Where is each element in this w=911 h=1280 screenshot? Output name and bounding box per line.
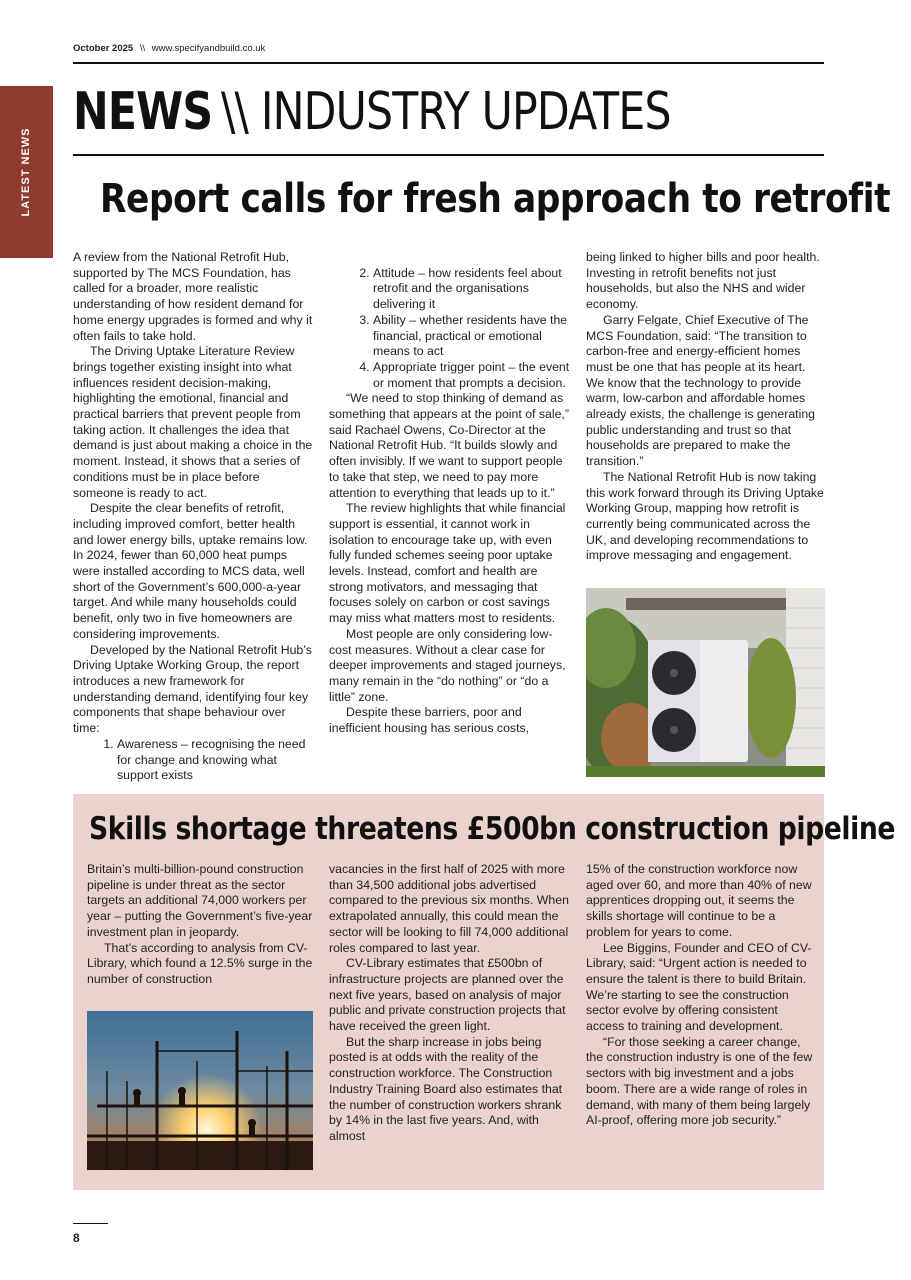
article-1-paragraph: The Driving Uptake Literature Review brings together existing insight into what influences resident decision-making, highlighting the emotional, financial and practical barriers that prevent people from taking action. It challenges the idea that demand is just about making a choice in the moment. Instead, it shows that a series of conditions must be in place before someone is ready to act. — [73, 344, 313, 500]
article-1-paragraph: “We need to stop thinking of demand as something that appears at the point of sale,” said Rachael Owens, Co-Director at the National Retrofit Hub. “It builds slowly and often invisibly. If we want to support people to take that step, we need to pay more attention to everything that leads up to it.” — [329, 391, 569, 500]
article-1-paragraph: Garry Felgate, Chief Executive of The MCS Foundation, said: “The transition to carbon-free and energy-efficient homes must be one that has people at its heart. We know that the technology to provide warm, low-carbon and affordable homes already exists, the challenge is generating public understanding and trust so that households are prepared to make the transition.” — [586, 312, 815, 469]
article-2-paragraph: vacancies in the first half of 2025 with more than 34,500 additional jobs advertised compared to the previous six months. When extrapolated annually, this could mean the sector will be looking to fill 74,000 additional roles compared to last year. — [329, 862, 569, 955]
latest-news-tab — [0, 86, 53, 258]
framework-list-continued — [329, 266, 571, 392]
heat-pump-photo — [586, 588, 825, 777]
article-1-paragraph: A review from the National Retrofit Hub, supported by The MCS Foundation, has called for a broader, more realistic understanding of how resident demand for home energy upgrades is formed and why it often fails to take hold. — [73, 250, 313, 343]
article-2-paragraph: Lee Biggins, Founder and CEO of CV-Library, said: “Urgent action is needed to ensure the talent is there to build Britain. We’re starting to see the construction sector evolve by offering consistent access to training and development. — [586, 940, 812, 1034]
article-2-headline: Skills shortage threatens £500bn construction pipeline — [89, 811, 896, 847]
article-2-column-3 — [586, 862, 814, 1129]
header-bar — [73, 43, 265, 54]
construction-illustration — [87, 1011, 313, 1170]
page-number: 8 — [73, 1231, 80, 1245]
article-2-paragraph: That’s according to analysis from CV-Library, which found a 12.5% surge in the number of construction — [87, 940, 313, 986]
section-title-rest: \\ INDUSTRY UPDATES — [220, 82, 671, 142]
issue-date: October 2025 — [73, 43, 134, 54]
header-separator: \\ — [139, 43, 146, 54]
article-2-paragraph: 15% of the construction workforce now aged over 60, and more than 40% of new apprentices dropping out, it seems the skills shortage will continue to be a problem for years to come. — [586, 862, 812, 939]
article-1-column-3 — [586, 250, 826, 564]
article-1-paragraph: Despite the clear benefits of retrofit, including improved comfort, better health and lower energy bills, uptake remains low. In 2024, fewer than 60,000 heat pumps were installed according to MCS data, well short of the Government’s 600,000-a-year target. And while many households could benefit, only two in five homeowners are considering improvements. — [73, 501, 308, 641]
header-rule — [73, 62, 824, 64]
article-1-paragraph: Most people are only considering low-cost measures. Without a clear case for deeper improvements and staged journeys, many remain in the “do nothing” or “do a little” zone. — [329, 626, 566, 704]
section-rule — [73, 154, 824, 156]
article-1-paragraph: being linked to higher bills and poor health. Investing in retrofit benefits not just households, but also the NHS and wider economy. — [586, 250, 820, 312]
article-1-headline: Report calls for fresh approach to retrofit — [100, 176, 891, 222]
article-1-paragraph: The National Retrofit Hub is now taking this work forward through its Driving Uptake Working Group, mapping how retrofit is currently being communicated across the UK, and developing recommendations to improve messaging and engagement. — [586, 469, 824, 563]
article-1-paragraph: Despite these barriers, poor and inefficient housing has serious costs, — [329, 705, 530, 736]
list-item: 1. Awareness – recognising the need for change and knowing what support exists — [117, 737, 313, 784]
article-1-column-2 — [329, 250, 571, 737]
construction-sunset-photo — [87, 1011, 313, 1170]
list-item: 3. Ability – whether residents have the financial, practical or emotional means to act — [373, 313, 571, 360]
article-2-paragraph: Britain’s multi-billion-pound construction pipeline is under threat as the sector targets an additional 74,000 workers per year – putting the Government’s five-year investment plan in jeopardy. — [87, 862, 313, 939]
heat-pump-illustration — [586, 588, 825, 777]
list-item: 4. Appropriate trigger point – the event or moment that prompts a decision. — [373, 360, 571, 391]
article-1-paragraph: Developed by the National Retrofit Hub’s Driving Uptake Working Group, the report introduces a new framework for understanding demand, identifying four key components that shape behaviour over time: — [73, 642, 312, 736]
article-1-paragraph: The review highlights that while financial support is essential, it cannot work in isolation to encourage take up, with even fully funded schemes seeing poor uptake levels. Instead, comfort and health are strong motivators, and messaging that focuses solely on carbon or cost savings may miss what matters most to residents. — [329, 501, 566, 626]
section-title-strong: NEWS — [73, 82, 213, 142]
article-2-paragraph: CV-Library estimates that £500bn of infrastructure projects are planned over the next five years, based on analysis of major public and private construction projects that have received the green light. — [329, 956, 566, 1034]
footer-rule — [73, 1223, 108, 1224]
framework-list — [73, 737, 313, 784]
list-item: 2. Attitude – how residents feel about retrofit and the organisations delivering it — [373, 266, 571, 313]
article-2-column-1 — [87, 862, 315, 988]
website-link[interactable]: www.specifyandbuild.co.uk — [151, 43, 266, 54]
article-2-paragraph: “For those seeking a career change, the construction industry is one of the few sectors with big investment and a jobs boom. There are a wide range of roles in demand, with many of them being largely AI-proof, offering more job security.” — [586, 1034, 813, 1128]
article-1-column-1 — [73, 250, 313, 784]
article-2-paragraph: But the sharp increase in jobs being posted is at odds with the reality of the construction workforce. The Construction Industry Training Board also estimates that the number of construction workers shrank by 14% in the last five years. And, with almost — [329, 1034, 563, 1143]
side-tab-label: LATEST NEWS — [20, 127, 32, 217]
section-title — [73, 82, 769, 142]
article-2-column-2 — [329, 862, 569, 1145]
